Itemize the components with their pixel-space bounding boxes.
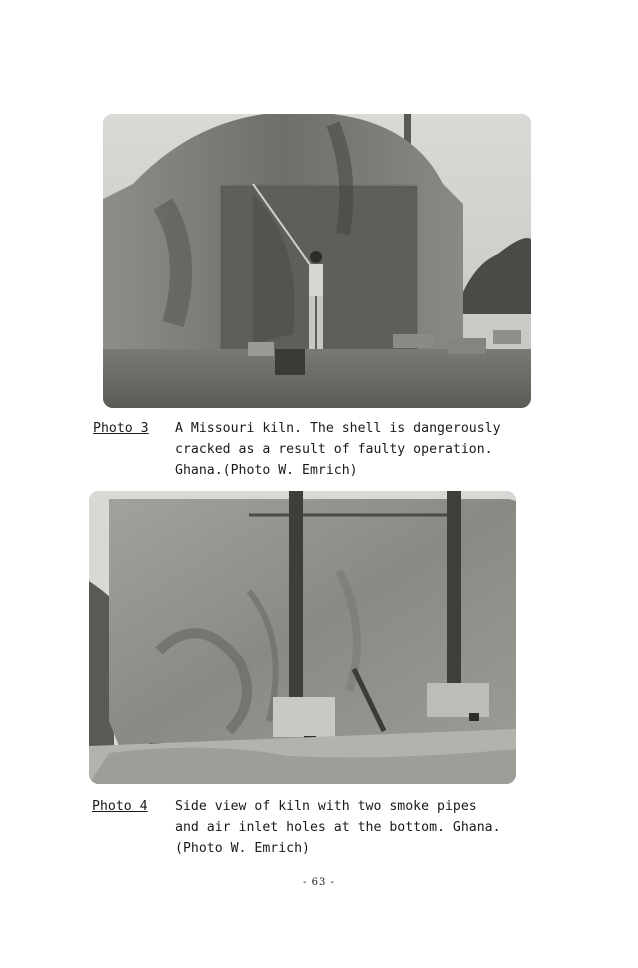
- caption-line: cracked as a result of faulty operation.: [175, 442, 493, 457]
- photo-4-caption: [92, 796, 532, 862]
- caption-line: A Missouri kiln. The shell is dangerously: [175, 421, 501, 436]
- photo-3-caption-text: [175, 418, 501, 481]
- photo-kiln-side-view: [89, 491, 516, 784]
- kiln-side-image: [89, 491, 516, 784]
- photo-3-label: Photo 3: [93, 421, 149, 436]
- photo-4-caption-text: [175, 796, 501, 859]
- photo-missouri-kiln: [103, 114, 531, 408]
- caption-line: and air inlet holes at the bottom. Ghana.: [175, 820, 501, 835]
- caption-line: Ghana.(Photo W. Emrich): [175, 463, 358, 478]
- photo-4-label: Photo 4: [92, 799, 148, 814]
- photo-3-caption: [93, 418, 533, 484]
- kiln-front-image: [103, 114, 531, 408]
- page-number: - 63 -: [303, 877, 335, 888]
- caption-line: (Photo W. Emrich): [175, 841, 310, 856]
- caption-line: Side view of kiln with two smoke pipes: [175, 799, 477, 814]
